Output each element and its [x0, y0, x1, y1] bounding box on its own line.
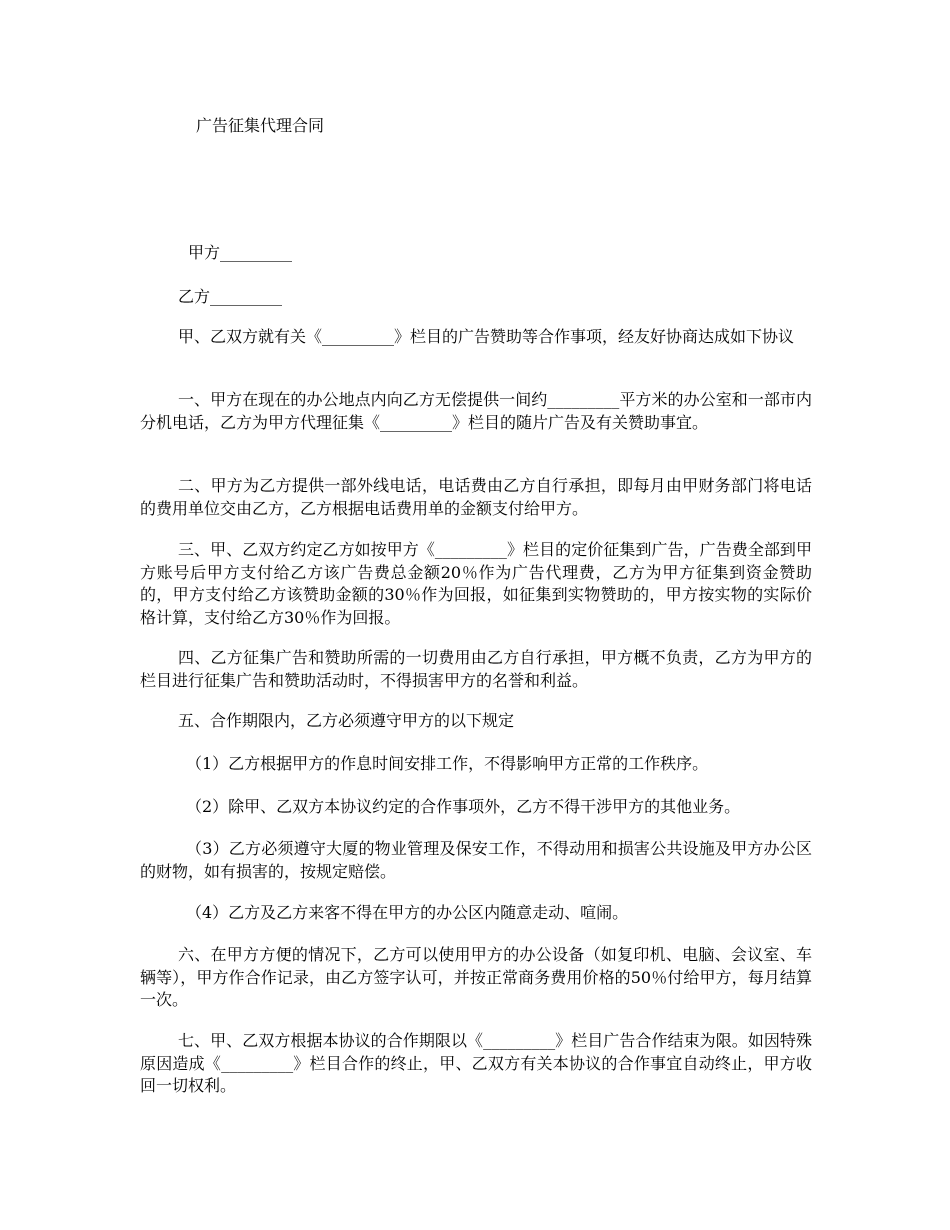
paragraph-clause-6: 六、在甲方方便的情况下，乙方可以使用甲方的办公设备（如复印机、电脑、会议室、车辆等），甲方作合作记录，由乙方签字认可，并按正常商务费用价格的50％付给甲方，每月结算一次。 — [140, 945, 812, 1009]
paragraph-rule-2: （2）除甲、乙双方本协议约定的合作事项外，乙方不得干涉甲方的其他业务。 — [186, 797, 741, 816]
party-a-line: 甲方_________ — [188, 243, 293, 262]
document-title: 广告征集代理合同 — [196, 116, 325, 135]
paragraph-clause-7: 七、甲、乙双方根据本协议的合作期限以《_________》栏目广告合作结束为限。如因特殊原因造成《_________》栏目合作的终止，甲、乙双方有关本协议的合作事宜自动终止，甲方收回一切权利。 — [140, 1031, 812, 1095]
paragraph-clause-4: 四、乙方征集广告和赞助所需的一切费用由乙方自行承担，甲方概不负责，乙方为甲方的栏目进行征集广告和赞助活动时，不得损害甲方的名誉和利益。 — [140, 648, 812, 690]
paragraph-clause-5: 五、合作期限内，乙方必须遵守甲方的以下规定 — [178, 711, 515, 730]
paragraph-clause-1: 一、甲方在现在的办公地点内向乙方无偿提供一间约_________平方米的办公室和一部市内分机电话，乙方为甲方代理征集《_________》栏目的随片广告及有关赞助事宜。 — [140, 390, 812, 432]
paragraph-clause-2: 二、甲方为乙方提供一部外线电话，电话费由乙方自行承担，即每月由甲财务部门将电话的费用单位交由乙方，乙方根据电话费用单的金额支付给甲方。 — [140, 476, 812, 518]
paragraph-rule-3: （3）乙方必须遵守大厦的物业管理及保安工作，不得动用和损害公共设施及甲方办公区的财物，如有损害的，按规定赔偿。 — [140, 839, 812, 881]
party-b-line: 乙方_________ — [178, 287, 283, 306]
paragraph-intro: 甲、乙双方就有关《_________》栏目的广告赞助等合作事项，经友好协商达成如下协议 — [178, 327, 795, 346]
paragraph-clause-3: 三、甲、乙双方约定乙方如按甲方《_________》栏目的定价征集到广告，广告费全部到甲方账号后甲方支付给乙方该广告费总金额20％作为广告代理费，乙方为甲方征集到资金赞助的，甲方支付给乙方该赞助金额的30％作为回报，如征集到实物赞助的，甲方按实物的实际价格计算，支付给乙方30％作为回报。 — [140, 540, 812, 627]
paragraph-rule-1: （1）乙方根据甲方的作息时间安排工作，不得影响甲方正常的工作秩序。 — [186, 754, 709, 773]
paragraph-rule-4: （4）乙方及乙方来客不得在甲方的办公区内随意走动、喧闹。 — [186, 903, 629, 922]
